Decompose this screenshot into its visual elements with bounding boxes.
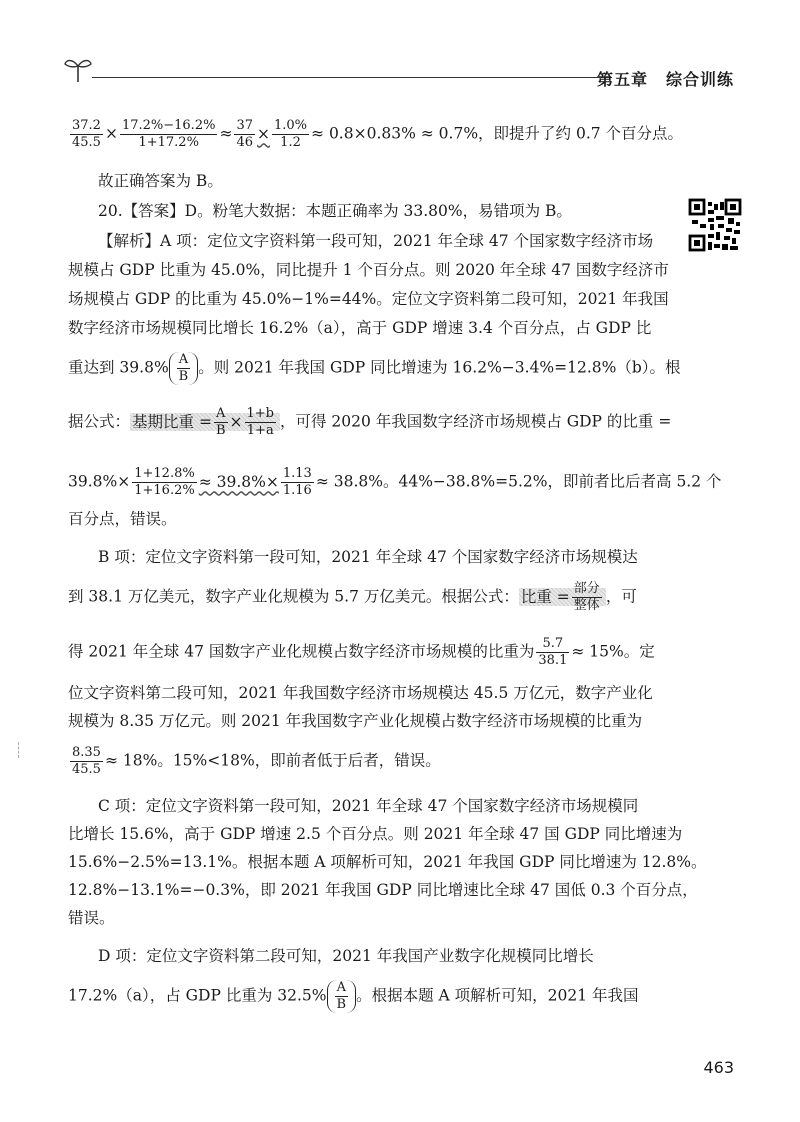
page-number: 463 (703, 1058, 734, 1077)
fraction: $\frac{A}{B}$ (336, 980, 347, 1012)
chapter-header (579, 67, 734, 90)
paragraph-line: D 项：定位文字资料第二段可知，2021 年我国产业数字化规模同比增长 (98, 947, 594, 965)
answer-line: 20.【答案】D。粉笔大数据：本题正确率为 33.80%，易错项为 B。 (98, 202, 572, 220)
highlighted-formula: 比重 = $\frac{\text{部分}}{\text{整体}}$ (519, 588, 606, 606)
paragraph-line: 15.6%−2.5%=13.1%。根据本题 A 项解析可知，2021 年我国 GDP 同比增速为 12.8%。 (68, 853, 707, 871)
header-rule (92, 77, 612, 78)
sprout-logo-icon (62, 54, 94, 84)
paragraph-line: 数字经济市场规模同比增长 16.2%（a），高于 GDP 增速 3.4 个百分点，占 GDP 比 (68, 319, 652, 337)
formula-line-10: 39.8%× $\frac{1+12.8\%}{1+16.2\%}$ ≈ 39.8%× $\frac{1.13}{1.16}$ ≈ 38.8%。44%−38.8%=5.2%，即前者比后者高 5.2 个 (68, 466, 722, 498)
formula-line-14: 得 2021 年全球 47 国数字产业化规模占数字经济市场规模的比重为 $\frac{5.7}{38.1}$ ≈ 15%。定 (68, 636, 655, 668)
section-title: 综合训练 (665, 70, 734, 89)
fraction: $\frac{5.7}{38.1}$ (538, 636, 568, 668)
paragraph-line: 百分点，错误。 (68, 510, 177, 528)
fraction: $\frac{37.2}{45.5}$ (72, 118, 101, 150)
margin-mark (18, 742, 20, 758)
paragraph-line: 错误。 (68, 909, 115, 927)
paragraph-line: 规模占 GDP 比重为 45.0%，同比提升 1 个百分点。则 2020 年全球 47 国数字经济市 (68, 261, 669, 279)
paragraph-line: 比增长 15.6%，高于 GDP 增速 2.5 个百分点。则 2021 年全球 47 国 GDP 同比增速为 (68, 825, 683, 843)
fraction: $\frac{1.13}{1.16}$ (282, 466, 312, 498)
formula-line-9: 据公式： 基期比重 = $\frac{A}{B}$ × $\frac{1+b}{1+a}$ ，可得 2020 年我国数字经济市场规模占 GDP 的比重 = (68, 406, 672, 438)
paragraph-line: 场规模占 GDP 的比重为 45.0%−1%=44%。定位文字资料第二段可知，2021 年我国 (68, 290, 669, 308)
fraction: $\frac{A}{B}$ (215, 406, 226, 438)
chapter-title: 第五章 (596, 70, 648, 89)
qr-code-icon (688, 198, 742, 252)
fraction: $\frac{\text{部分}}{\text{整体}}$ (573, 581, 600, 613)
formula-line-1: $\frac{37.2}{45.5}$ × $\frac{17.2\%-16.2\%}{1+17.2\%}$ ≈ $\frac{37}{46}$ × $\frac{1.0\%}{1.2}$ ≈ 0.8×0.83% ≈ 0.7%，即提升了约 0.7 个百分点。 (72, 118, 684, 150)
paragraph-line: 位文字资料第二段可知，2021 年我国数字经济市场规模达 45.5 万亿元，数字产业化 (68, 684, 653, 702)
fraction: $\frac{A}{B}$ (178, 352, 189, 384)
paragraph-line: 【解析】A 项：定位文字资料第一段可知，2021 年全球 47 个国家数字经济市场 (98, 232, 654, 250)
formula-line-24: 17.2%（a），占 GDP 比重为 32.5% $\frac{A}{B}$ 。根据本题 A 项解析可知，2021 年我国 (68, 980, 639, 1012)
fraction: $\frac{37}{46}$ (236, 118, 253, 150)
paragraph-line: 12.8%−13.1%=−0.3%，即 2021 年我国 GDP 同比增速比全球 47 国低 0.3 个百分点， (68, 881, 698, 899)
fraction: $\frac{1+b}{1+a}$ (246, 406, 274, 438)
fraction: $\frac{17.2\%-16.2\%}{1+17.2\%}$ (121, 118, 216, 150)
paragraph-line: 规模为 8.35 万亿元。则 2021 年我国数字产业化规模占数字经济市场规模的比重为 (68, 712, 643, 730)
fraction: $\frac{1.0\%}{1.2}$ (274, 118, 308, 150)
paragraph-line: B 项：定位文字资料第一段可知，2021 年全球 47 个国家数字经济市场规模达 (98, 548, 638, 566)
formula-line-17: $\frac{8.35}{45.5}$ ≈ 18%。15%<18%，即前者低于后者，错误。 (72, 745, 441, 777)
fraction: $\frac{1+12.8\%}{1+16.2\%}$ (134, 466, 195, 498)
paragraph-line: C 项：定位文字资料第一段可知，2021 年全球 47 个国家数字经济市场规模同 (98, 797, 639, 815)
highlighted-formula: 基期比重 = $\frac{A}{B}$ × $\frac{1+b}{1+a}$ (130, 413, 280, 431)
formula-line-8: 重达到 39.8% $\frac{A}{B}$ 。则 2021 年我国 GDP 同比增速为 16.2%−3.4%=12.8%（b）。根 (68, 352, 681, 384)
paragraph-line: 故正确答案为 B。 (98, 172, 223, 190)
formula-line-13: 到 38.1 万亿美元，数字产业化规模为 5.7 万亿美元。根据公式： 比重 = $\frac{\text{部分}}{\text{整体}}$ ，可 (68, 581, 637, 613)
fraction: $\frac{8.35}{45.5}$ (72, 745, 101, 777)
